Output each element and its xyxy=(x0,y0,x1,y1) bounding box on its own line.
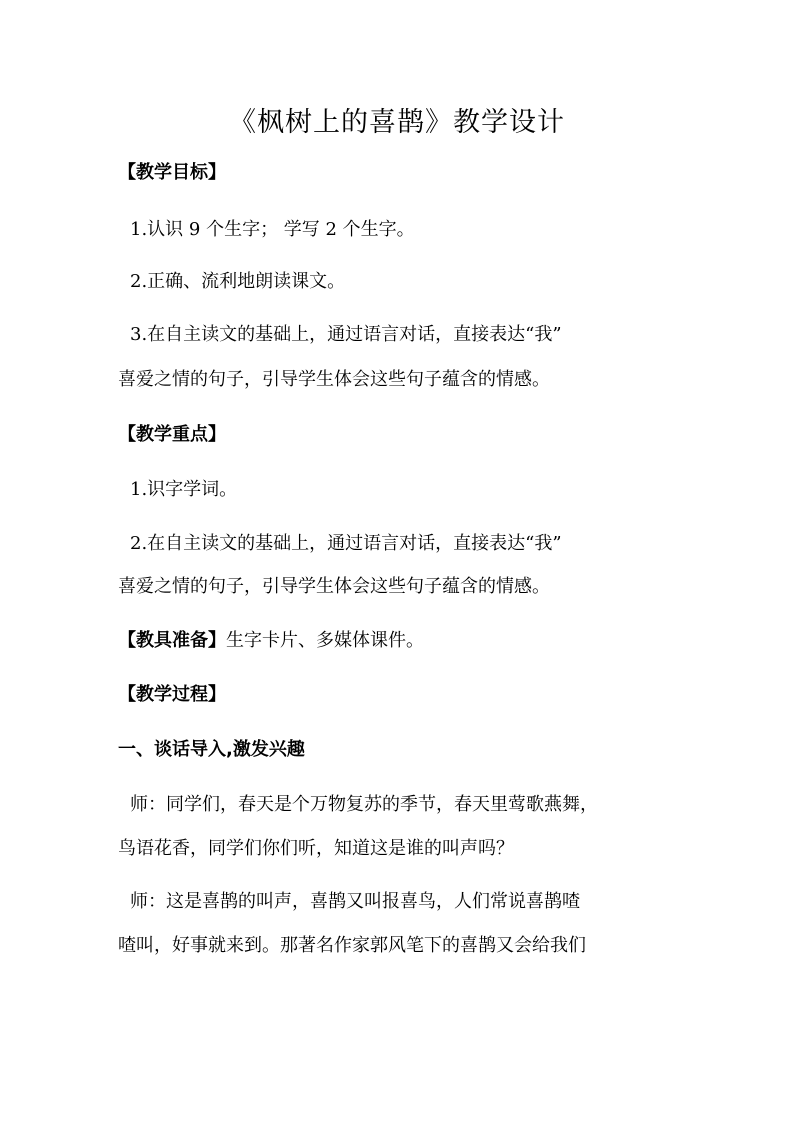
process-para-1-line-2: 鸟语花香，同学们你们听，知道这是谁的叫声吗？ xyxy=(118,838,514,859)
process-para-2-line-2: 喳叫，好事就来到。那著名作家郭风笔下的喜鹊又会给我们 xyxy=(118,935,586,956)
process-para-2-line-1: 师：这是喜鹊的叫声，喜鹊又叫报喜鸟，人们常说喜鹊喳 xyxy=(130,891,580,912)
objective-item-1: 1.认识 9 个生字； 学写 2 个生字。 xyxy=(130,219,415,240)
key-point-item-2-line-2: 喜爱之情的句子，引导学生体会这些句子蕴含的情感。 xyxy=(118,576,550,597)
key-points-heading: 【教学重点】 xyxy=(118,424,226,445)
objective-item-3-line-2: 喜爱之情的句子，引导学生体会这些句子蕴含的情感。 xyxy=(118,369,550,390)
key-point-item-2-line-1: 2.在自主读文的基础上，通过语言对话，直接表达“我” xyxy=(130,533,562,554)
process-para-1-line-1: 师：同学们，春天是个万物复苏的季节，春天里莺歌燕舞， xyxy=(130,794,598,815)
materials-heading: 【教具准备】 xyxy=(118,630,226,651)
document-title: 《枫树上的喜鹊》教学设计 xyxy=(229,107,565,138)
materials-line xyxy=(118,628,424,654)
objective-item-2: 2.正确、流利地朗读课文。 xyxy=(130,271,346,292)
objectives-heading: 【教学目标】 xyxy=(118,162,226,183)
process-section-1-title: 一、谈话导入,激发兴趣 xyxy=(118,739,305,760)
process-heading: 【教学过程】 xyxy=(118,684,226,705)
materials-text: 生字卡片、多媒体课件。 xyxy=(226,630,424,651)
objective-item-3-line-1: 3.在自主读文的基础上，通过语言对话，直接表达“我” xyxy=(130,324,562,345)
key-point-item-1: 1.识字学词。 xyxy=(130,479,238,500)
